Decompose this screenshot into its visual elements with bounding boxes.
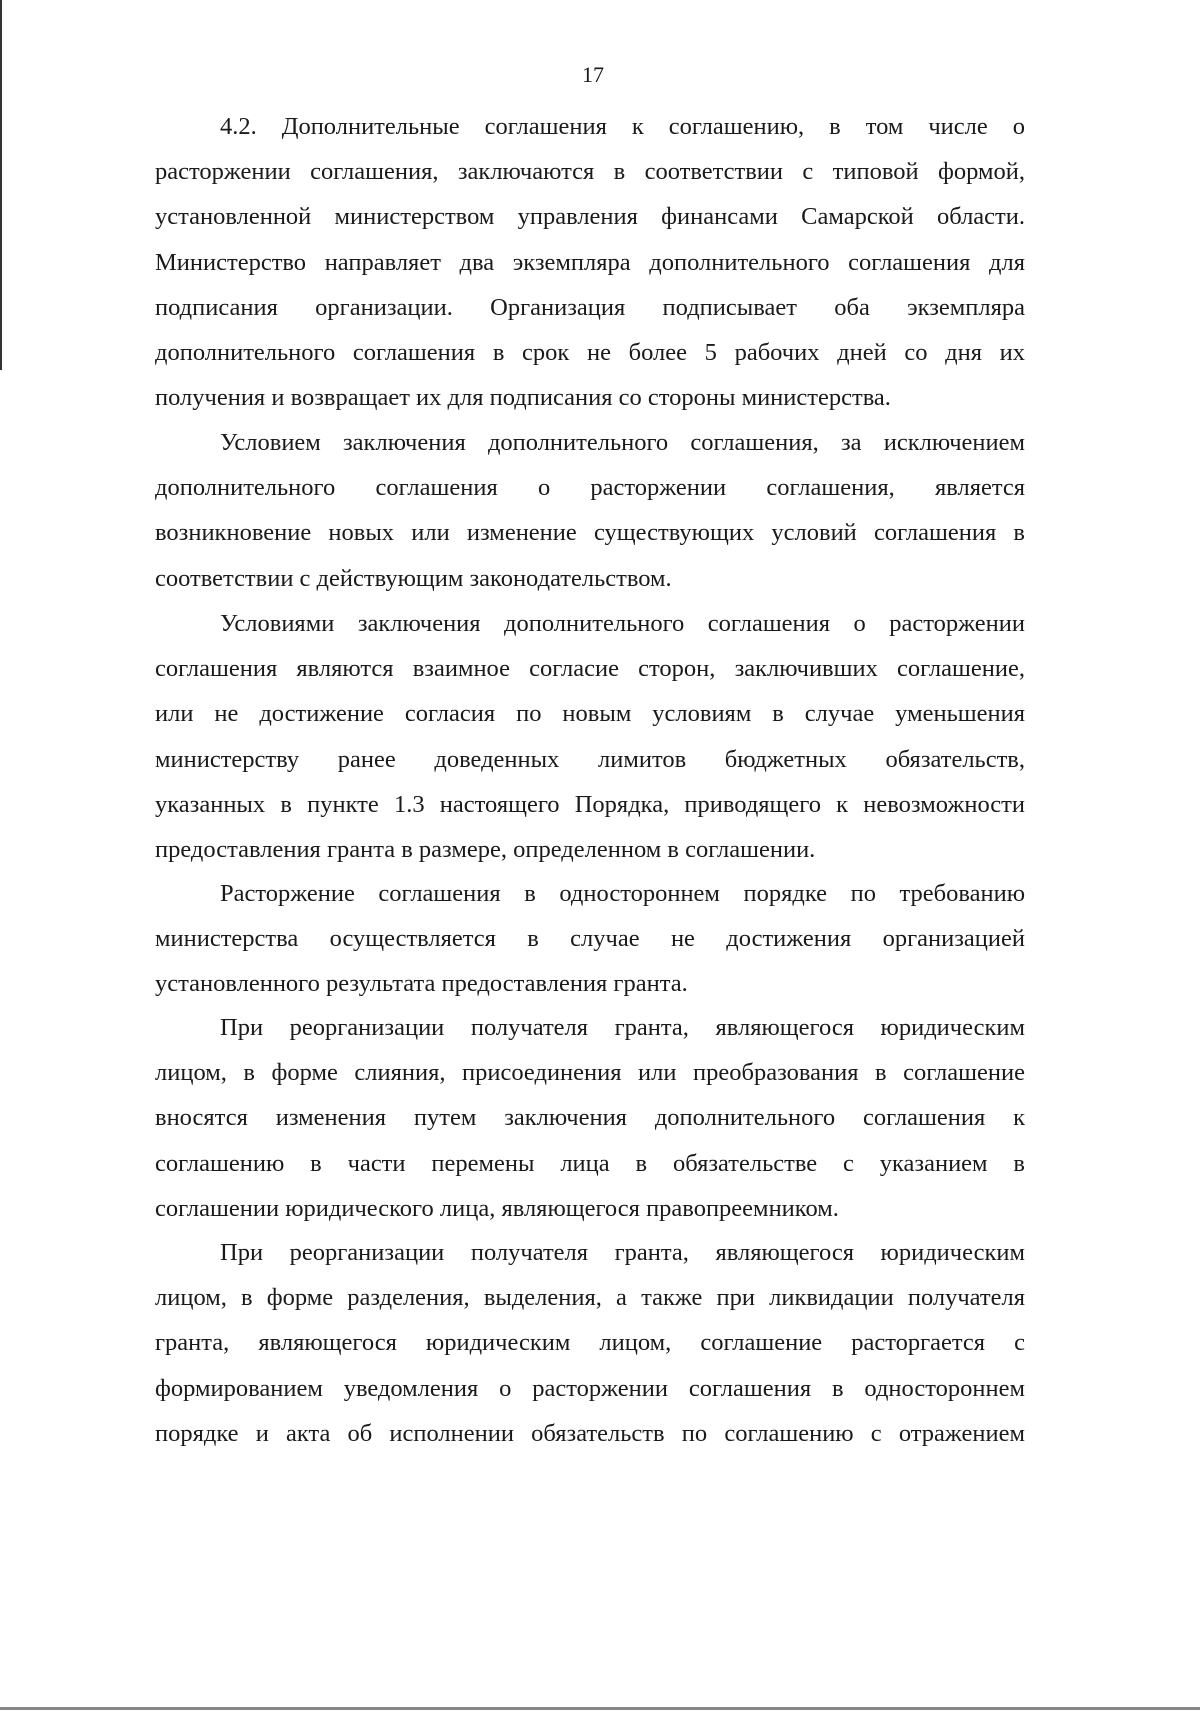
paragraph-line: установленной министерством управления финансами Самарской области. [155,203,1025,231]
paragraph-line: расторжении соглашения, заключаются в соответствии с типовой формой, [155,158,1025,186]
paragraph-first-line: Условием заключения дополнительного соглашения, за исключением [220,429,1025,456]
paragraph-line: предоставления гранта в размере, определенном в соглашении. [155,836,816,863]
paragraph-line: соответствии с действующим законодательством. [155,564,672,592]
paragraph-line: формированием уведомления о расторжении соглашения в одностороннем [155,1374,1025,1402]
paragraph-first-line: Расторжение соглашения в одностороннем порядке по требованию [220,880,1025,907]
paragraph-line: указанных в пункте 1.3 настоящего Порядка, приводящего к невозможности [155,790,1025,818]
paragraph-line: дополнительного соглашения о расторжении соглашения, является [155,474,1025,502]
paragraph-line: установленного результата предоставления гранта. [155,970,688,998]
paragraph-first-line: Условиями заключения дополнительного соглашения о расторжении [220,610,1025,637]
paragraph-first-line: При реорганизации получателя гранта, являющегося юридическим [220,1239,1025,1266]
paragraph-line: возникновение новых или изменение существующих условий соглашения в [155,519,1025,547]
paragraph-line: или не достижение согласия по новым условиям в случае уменьшения [155,700,1025,728]
page-number: 17 [582,62,604,87]
paragraph-line: вносятся изменения путем заключения дополнительного соглашения к [155,1104,1025,1132]
paragraph-line: порядке и акта об исполнении обязательств по соглашению с отражением [155,1419,1025,1447]
paragraph-first-line: 4.2. Дополнительные соглашения к соглашению, в том числе о [220,113,1025,140]
paragraph-line: министерству ранее доведенных лимитов бюджетных обязательств, [155,745,1025,773]
paragraph-line: Министерство направляет два экземпляра дополнительного соглашения для [155,248,1025,276]
scan-bottom-edge [0,1707,1200,1710]
paragraph-line: получения и возвращает их для подписания со стороны министерства. [155,384,891,412]
scan-edge-line [0,0,2,370]
paragraph-line: гранта, являющегося юридическим лицом, соглашение расторгается с [155,1329,1025,1357]
paragraph-line: лицом, в форме разделения, выделения, а также при ликвидации получателя [155,1284,1025,1312]
paragraph-first-line: При реорганизации получателя гранта, являющегося юридическим [220,1014,1025,1041]
paragraph-line: подписания организации. Организация подписывает оба экземпляра [155,293,1025,321]
paragraph-line: соглашения являются взаимное согласие сторон, заключивших соглашение, [155,655,1025,683]
paragraph-line: министерства осуществляется в случае не достижения организацией [155,925,1025,953]
paragraph-line: соглашению в части перемены лица в обязательстве с указанием в [155,1149,1025,1177]
paragraph-line: лицом, в форме слияния, присоединения или преобразования в соглашение [155,1059,1025,1087]
paragraph-line: дополнительного соглашения в срок не более 5 рабочих дней со дня их [155,339,1025,366]
paragraph-line: соглашении юридического лица, являющегося правопреемником. [155,1194,839,1222]
